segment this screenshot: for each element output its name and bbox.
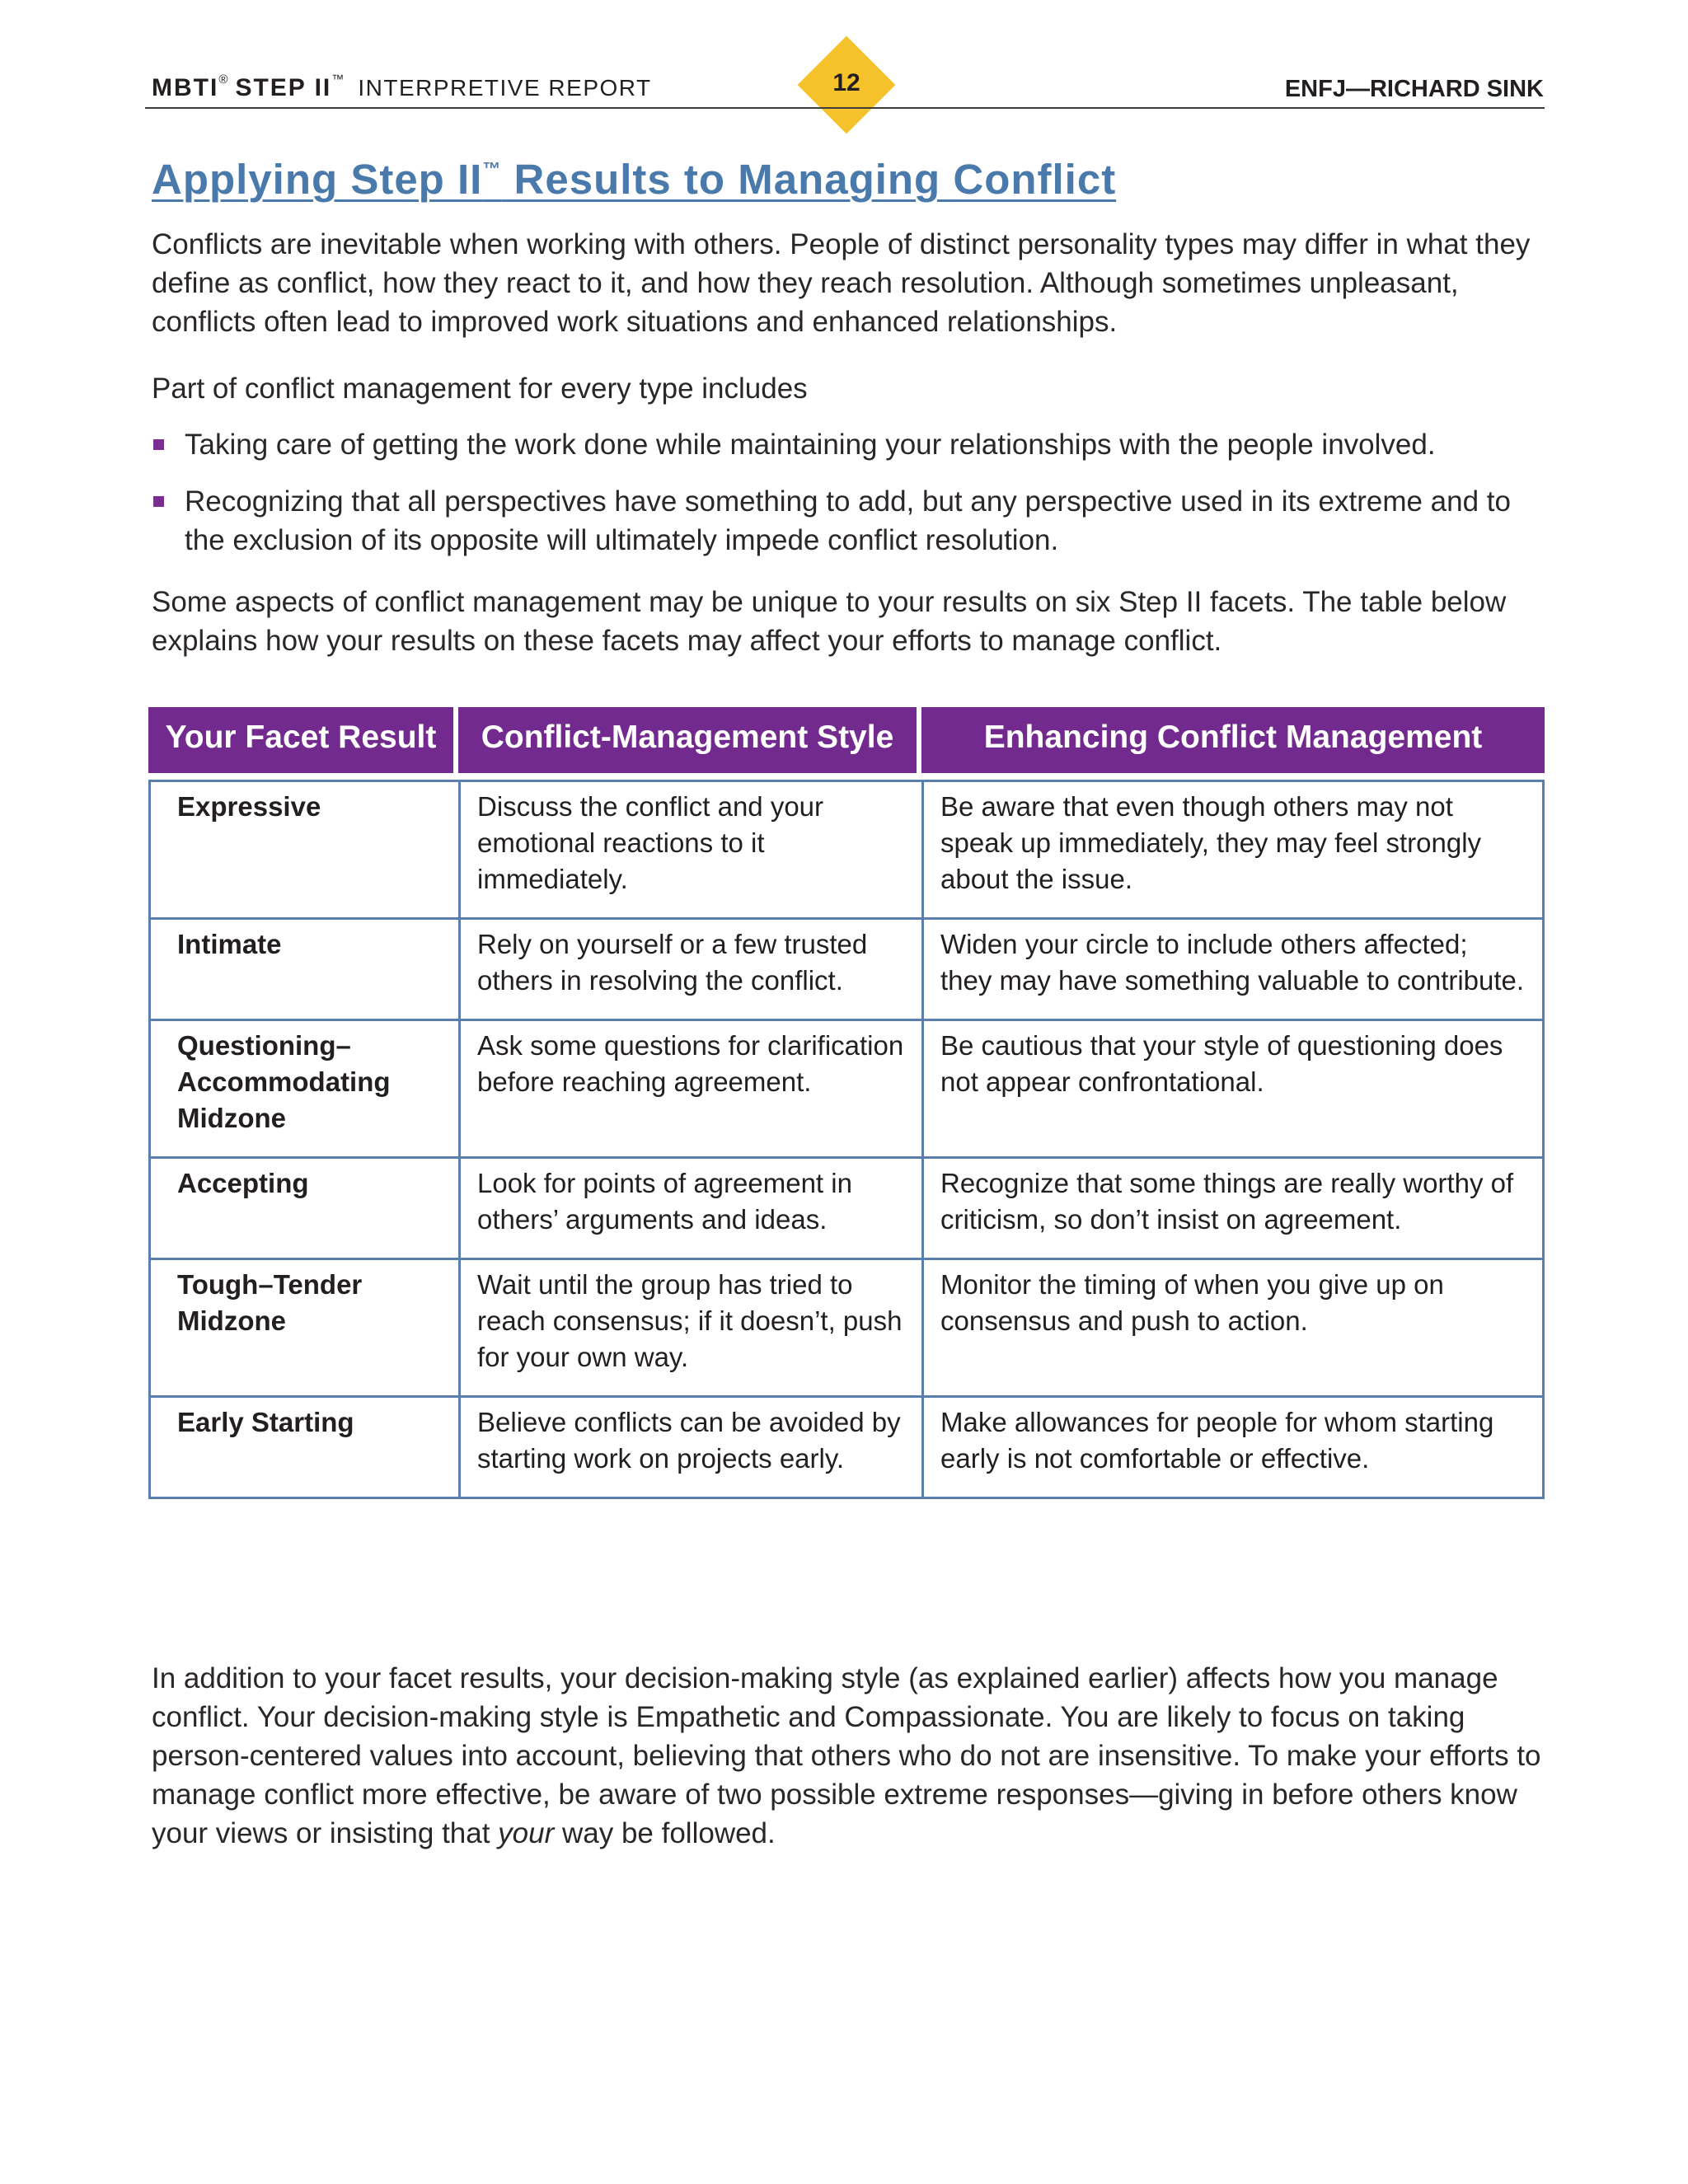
style-cell: Ask some questions for clarification before reaching agreement.	[458, 1021, 921, 1159]
enhance-cell: Widen your circle to include others affected; they may have something valuable to contribute.	[921, 920, 1545, 1021]
enhance-cell: Monitor the timing of when you give up on consensus and push to action.	[921, 1260, 1545, 1398]
enhance-cell: Be cautious that your style of questioning does not appear confrontational.	[921, 1021, 1545, 1159]
header-conflict-style: Conflict-Management Style	[458, 707, 921, 773]
title-suffix: Results to Managing Conflict	[501, 156, 1117, 203]
table-row	[148, 920, 1545, 1021]
report-subtitle: INTERPRETIVE REPORT	[358, 75, 652, 101]
table-intro-paragraph: Some aspects of conflict management may be unique to your results on six Step II facets. The table below explains how your results on these facets may affect your efforts to manage conflict.	[152, 586, 1507, 657]
facet-cell: Expressive	[148, 780, 458, 920]
header-enhancing: Enhancing Conflict Management	[921, 707, 1545, 773]
enhance-cell: Make allowances for people for whom starting early is not comfortable or effective.	[921, 1398, 1545, 1499]
table-header-row	[148, 707, 1545, 773]
trademark-mark: ™	[331, 73, 345, 87]
brand-mbti: MBTI	[152, 74, 219, 101]
table-row	[148, 1159, 1545, 1260]
enhance-cell: Be aware that even though others may not speak up immediately, they may feel strongly about the issue.	[921, 780, 1545, 920]
title-trademark: ™	[482, 158, 502, 179]
enhance-cell: Recognize that some things are really worthy of criticism, so don’t insist on agreement.	[921, 1159, 1545, 1260]
facet-cell: Tough–Tender Midzone	[148, 1260, 458, 1398]
intro-paragraph: Conflicts are inevitable when working with others. People of distinct personality types may differ in what they define as conflict, how they react to it, and how they reach resolution. Although sometimes unpleasant, conflicts often lead to improved work situations and enhanced relationships.	[152, 228, 1531, 338]
closing-paragraph	[152, 1659, 1545, 1853]
facet-cell: Accepting	[148, 1159, 458, 1260]
table-row	[148, 1260, 1545, 1398]
header-facet-result: Your Facet Result	[148, 707, 458, 773]
facet-cell: Questioning–Accommodating Midzone	[148, 1021, 458, 1159]
page-title	[152, 155, 1116, 204]
header-divider	[145, 107, 1545, 109]
style-cell: Discuss the conflict and your emotional reactions to it immediately.	[458, 780, 921, 920]
style-cell: Wait until the group has tried to reach consensus; if it doesn’t, push for your own way.	[458, 1260, 921, 1398]
table-row	[148, 1398, 1545, 1499]
registered-mark: ®	[218, 73, 228, 87]
page-number: 12	[832, 69, 860, 96]
style-cell: Believe conflicts can be avoided by starting work on projects early.	[458, 1398, 921, 1499]
list-item: Taking care of getting the work done while maintaining your relationships with the people involved.	[152, 425, 1545, 464]
facet-cell: Intimate	[148, 920, 458, 1021]
report-recipient: ENFJ—RICHARD SINK	[1284, 76, 1544, 102]
facet-cell: Early Starting	[148, 1398, 458, 1499]
page-number-badge	[798, 36, 895, 134]
bullet-list	[152, 425, 1545, 578]
table-row	[148, 780, 1545, 920]
table-row	[148, 1021, 1545, 1159]
report-header-title	[152, 74, 652, 102]
title-prefix: Applying Step II	[152, 156, 483, 203]
list-item: Recognizing that all perspectives have something to add, but any perspective used in its extreme and to the exclusion of its opposite will ultimately impede conflict resolution.	[152, 482, 1545, 560]
closing-text: In addition to your facet results, your decision-making style (as explained earlier) affects how you manage conflict. Your decision-making style is Empathetic and Compassionate. You are likely to focus on taking person-centered values into account, believing that others who do not are insensitive. To make your efforts to manage conflict more effective, be aware of two possible extreme responses—giving in before others know your views or insisting that	[152, 1662, 1541, 1849]
style-cell: Look for points of agreement in others’ arguments and ideas.	[458, 1159, 921, 1260]
closing-text-end: way be followed.	[554, 1817, 776, 1849]
brand-step: STEP II	[235, 74, 332, 101]
closing-section	[152, 1659, 1545, 1853]
conflict-management-table	[148, 707, 1545, 1499]
part-paragraph: Part of conflict management for every type includes	[152, 373, 808, 405]
style-cell: Rely on yourself or a few trusted others in resolving the conflict.	[458, 920, 921, 1021]
closing-emphasis: your	[498, 1817, 555, 1849]
